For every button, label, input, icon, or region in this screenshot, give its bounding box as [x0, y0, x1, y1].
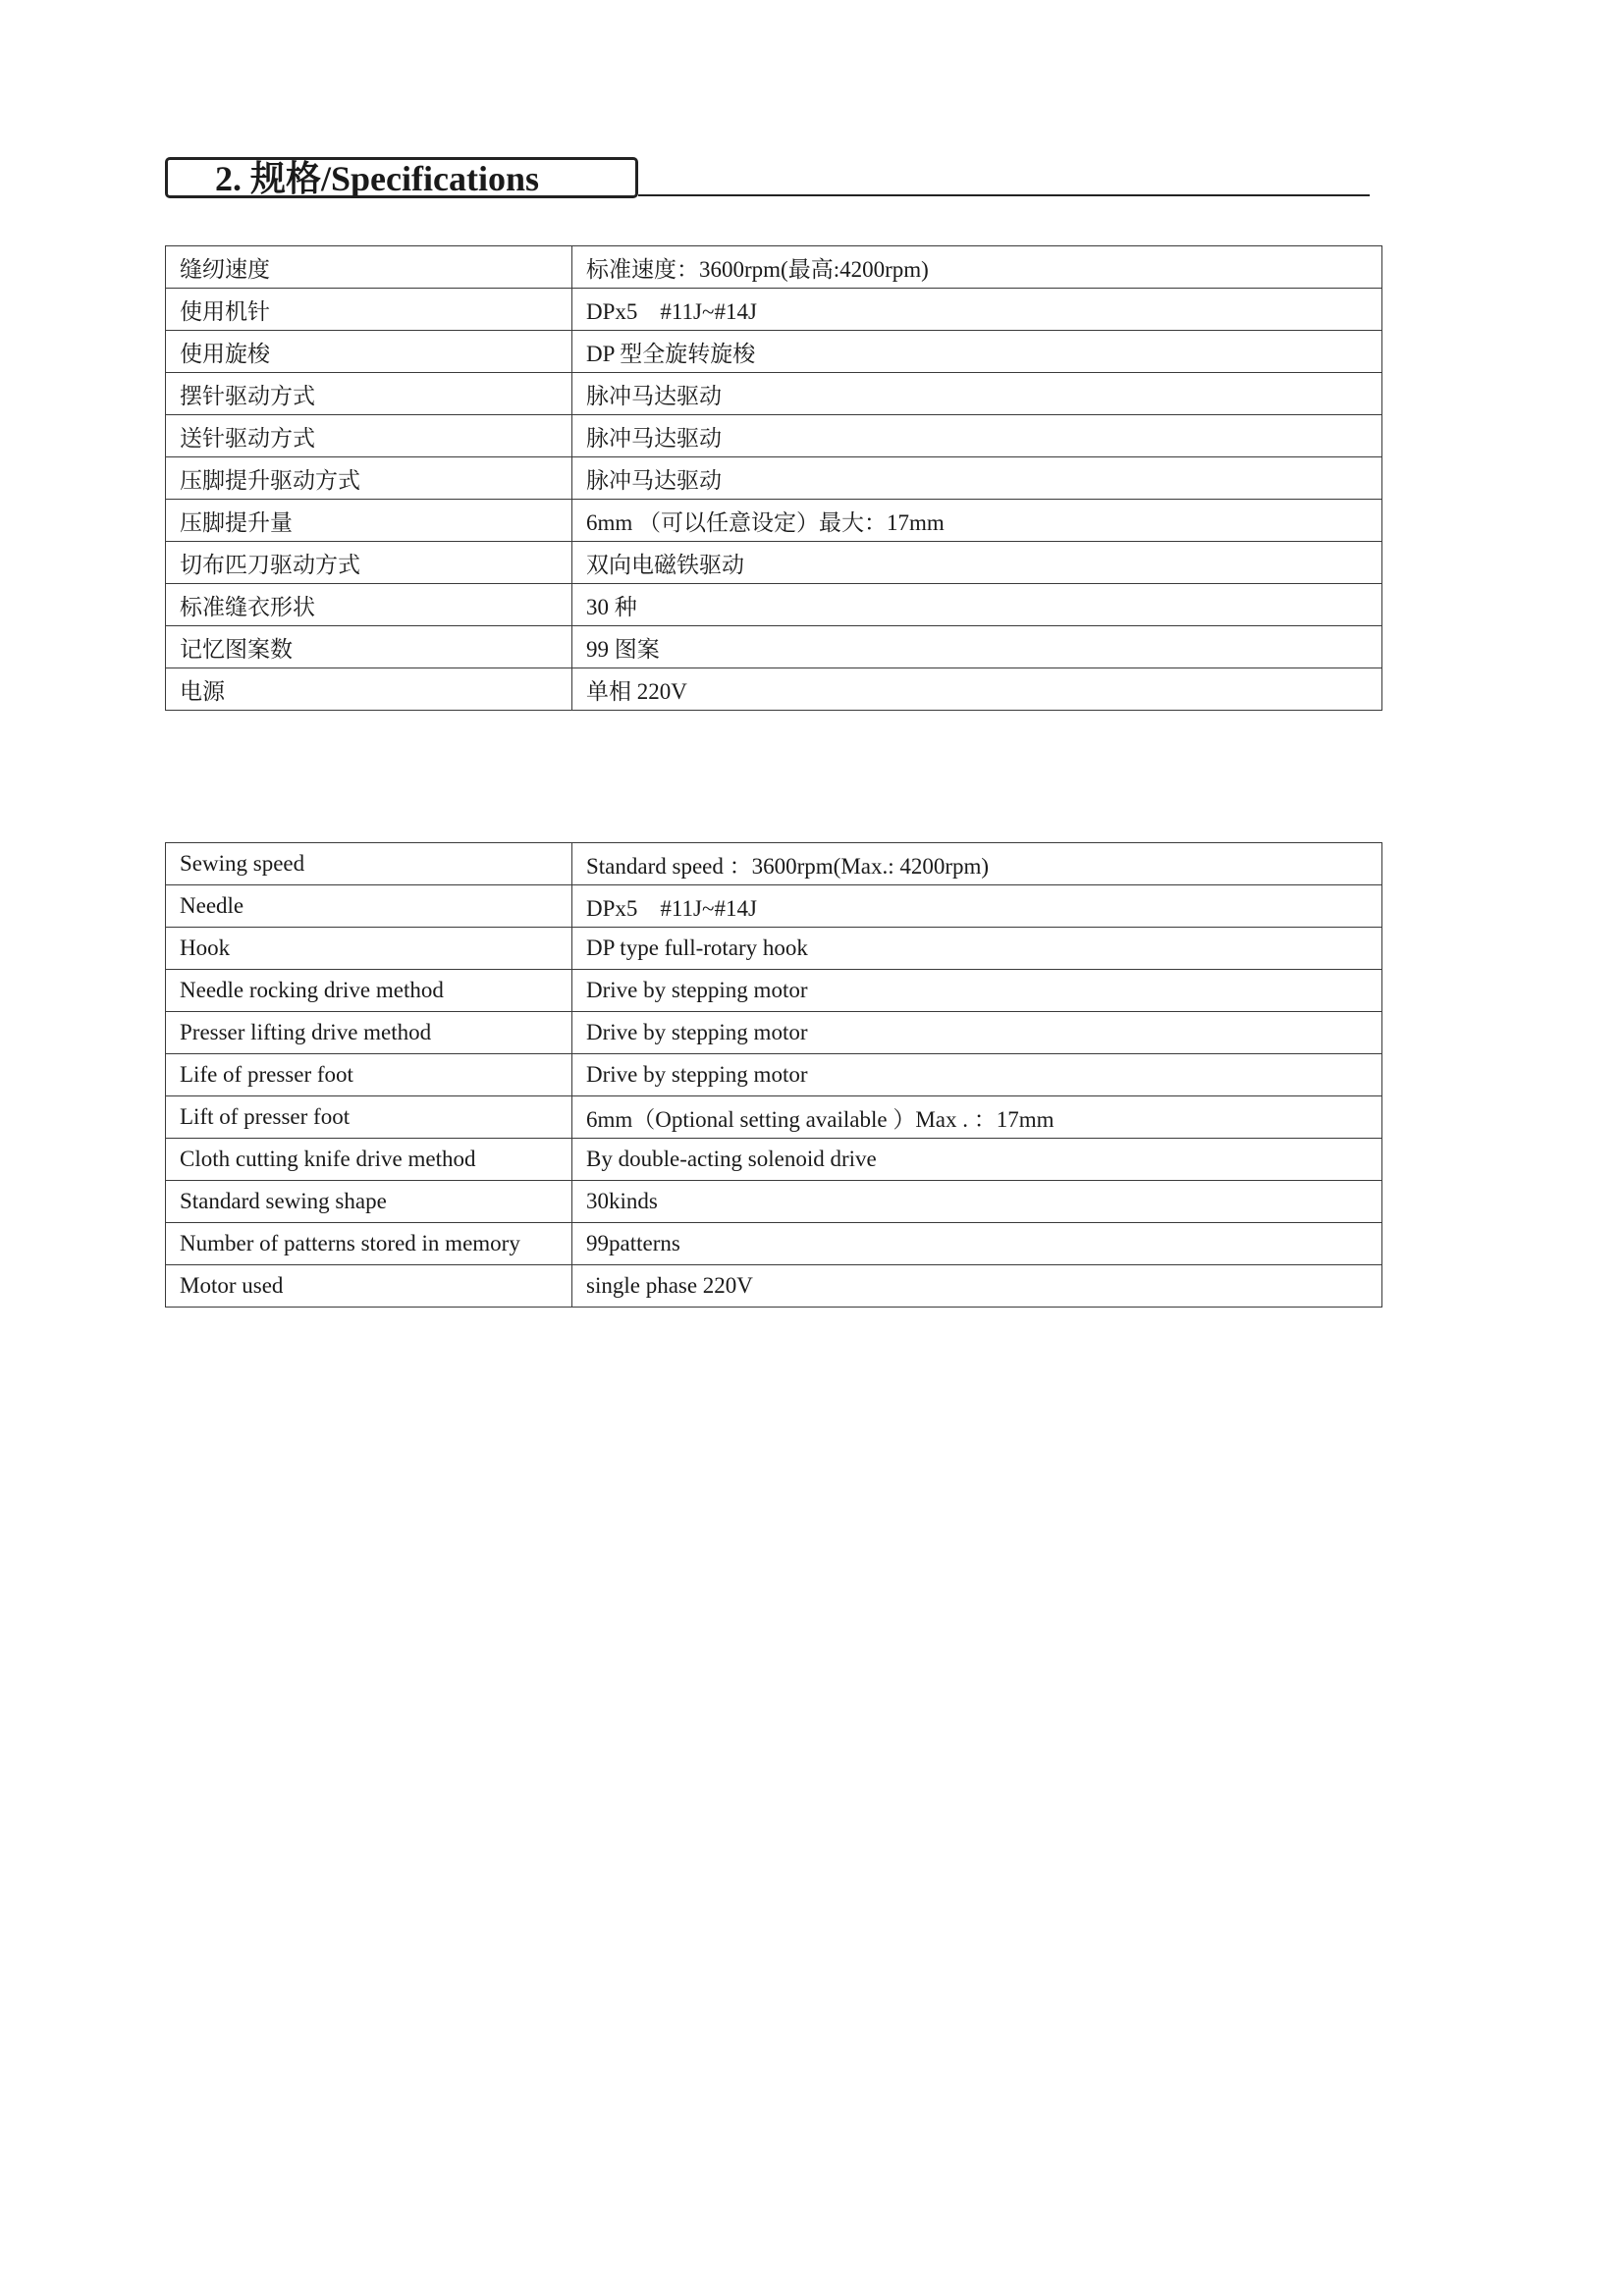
- spec-label: 标准缝衣形状: [166, 584, 572, 626]
- spec-label: Standard sewing shape: [166, 1181, 572, 1223]
- table-row: [166, 1096, 1382, 1139]
- spec-value: 单相 220V: [572, 668, 1382, 711]
- spec-value: 脉冲马达驱动: [572, 373, 1382, 415]
- table-row: [166, 1265, 1382, 1308]
- table-row: [166, 885, 1382, 928]
- spec-label: Lift of presser foot: [166, 1096, 572, 1139]
- spec-value: DPx5 #11J~#14J: [572, 289, 1382, 331]
- spec-value: 双向电磁铁驱动: [572, 542, 1382, 584]
- spec-value: Drive by stepping motor: [572, 1012, 1382, 1054]
- spec-label: 使用机针: [166, 289, 572, 331]
- table-row: [166, 668, 1382, 711]
- spec-label: Cloth cutting knife drive method: [166, 1139, 572, 1181]
- table-row: [166, 1223, 1382, 1265]
- table-row: [166, 1054, 1382, 1096]
- table-row: [166, 626, 1382, 668]
- section-heading: 2. 规格/Specifications: [215, 159, 539, 198]
- spec-value: single phase 220V: [572, 1265, 1382, 1308]
- spec-label: Presser lifting drive method: [166, 1012, 572, 1054]
- table-row: [166, 331, 1382, 373]
- spec-label: Motor used: [166, 1265, 572, 1308]
- spec-label: Life of presser foot: [166, 1054, 572, 1096]
- table-row: [166, 843, 1382, 885]
- table-row: [166, 1181, 1382, 1223]
- spec-value: DPx5 #11J~#14J: [572, 885, 1382, 928]
- section-heading-box: [165, 157, 638, 198]
- spec-value: 6mm（Optional setting available ）Max . ：17mm: [572, 1096, 1382, 1139]
- spec-value: Drive by stepping motor: [572, 1054, 1382, 1096]
- spec-table-chinese: [165, 245, 1382, 711]
- spec-value: Drive by stepping motor: [572, 970, 1382, 1012]
- spec-label: Sewing speed: [166, 843, 572, 885]
- table-row: [166, 246, 1382, 289]
- table-row: [166, 373, 1382, 415]
- spec-label: 压脚提升量: [166, 500, 572, 542]
- spec-label: 电源: [166, 668, 572, 711]
- spec-label: 切布匹刀驱动方式: [166, 542, 572, 584]
- spec-value: 99 图案: [572, 626, 1382, 668]
- table-row: [166, 584, 1382, 626]
- spec-value: 30 种: [572, 584, 1382, 626]
- spec-label: 压脚提升驱动方式: [166, 457, 572, 500]
- heading-underline: [638, 194, 1370, 196]
- spec-value: DP type full-rotary hook: [572, 928, 1382, 970]
- table-row: [166, 928, 1382, 970]
- spec-label: Hook: [166, 928, 572, 970]
- spec-value: 脉冲马达驱动: [572, 415, 1382, 457]
- spec-label: 摆针驱动方式: [166, 373, 572, 415]
- spec-label: 记忆图案数: [166, 626, 572, 668]
- spec-label: Needle rocking drive method: [166, 970, 572, 1012]
- spec-value: 标准速度：3600rpm(最高:4200rpm): [572, 246, 1382, 289]
- spec-value: 30kinds: [572, 1181, 1382, 1223]
- table-row: [166, 970, 1382, 1012]
- spec-label: 送针驱动方式: [166, 415, 572, 457]
- table-row: [166, 457, 1382, 500]
- spec-label: 使用旋梭: [166, 331, 572, 373]
- table-row: [166, 1012, 1382, 1054]
- spec-label: Needle: [166, 885, 572, 928]
- spec-label: 缝纫速度: [166, 246, 572, 289]
- table-row: [166, 500, 1382, 542]
- table-row: [166, 415, 1382, 457]
- spec-label: Number of patterns stored in memory: [166, 1223, 572, 1265]
- spec-value: Standard speed ：3600rpm(Max.: 4200rpm): [572, 843, 1382, 885]
- spec-value: By double-acting solenoid drive: [572, 1139, 1382, 1181]
- spec-value: 99patterns: [572, 1223, 1382, 1265]
- spec-value: DP 型全旋转旋梭: [572, 331, 1382, 373]
- spec-table-english: [165, 842, 1382, 1308]
- spec-value: 6mm （可以任意设定）最大：17mm: [572, 500, 1382, 542]
- table-row: [166, 1139, 1382, 1181]
- spec-value: 脉冲马达驱动: [572, 457, 1382, 500]
- table-row: [166, 542, 1382, 584]
- table-row: [166, 289, 1382, 331]
